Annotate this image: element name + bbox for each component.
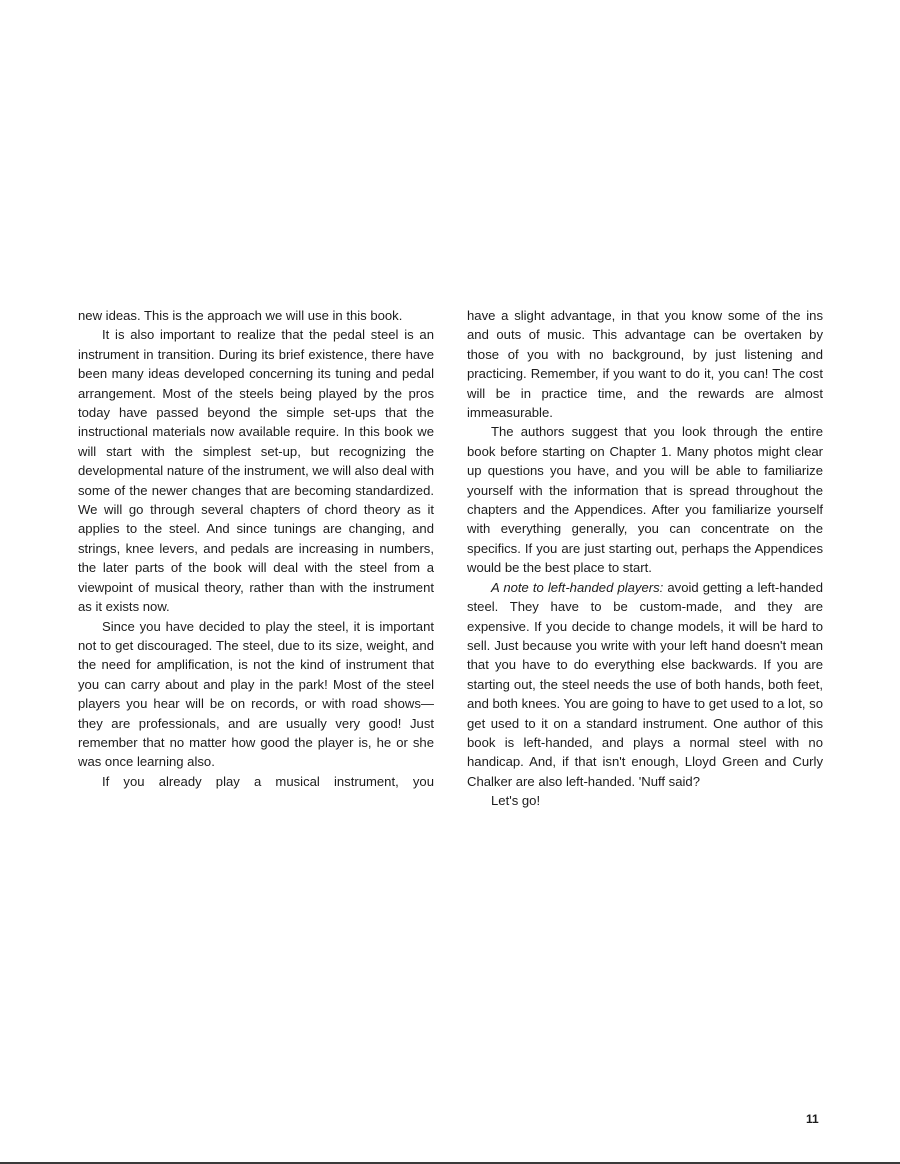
right-text-column [467,306,823,811]
paragraph-lead-in: A note to left-handed players: [491,579,664,595]
left-text-column [78,306,434,791]
paragraph: The authors suggest that you look through the entire book before starting on Chapter 1. Many photos might clear up questions you have, and you will be able to familiarize yourself with the information that is spread throughout the chapters and the Appendices. After you familiarize yourself with everything generally, you can concentrate on the specifics. If you are just starting out, perhaps the Appendices would be the best place to start. [467,424,823,576]
paragraph [467,578,823,791]
paragraph: It is also important to realize that the pedal steel is an instrument in transition. During its brief existence, there have been many ideas developed concerning its tuning and pedal arrangement. Most of the steels being played by the pros today have passed beyond the simple set-ups that the instructional materials now available require. In this book we will start with the simplest set-up, but recognizing the developmental nature of the instrument, we will also deal with some of the newer changes that are becoming standardized. We will go through several chapters of chord theory as it applies to the steel. And since tunings are changing, and strings, knee levers, and pedals are increasing in numbers, the later parts of the book will deal with the steel from a viewpoint of musical theory, rather than with the instrument as it exists now. [78,327,434,615]
paragraph: have a slight advantage, in that you know some of the ins and outs of music. This advantage can be overtaken by those of you with no background, by just listening and practicing. Remember, if you want to do it, you can! The cost will be in practice time, and the rewards are almost immeasurable. [467,308,823,421]
paragraph: new ideas. This is the approach we will use in this book. [78,308,403,323]
paragraph: Let's go! [491,793,541,809]
paragraph-body: avoid getting a left-handed steel. They have to be custom-made, and they are expensive. If you decide to change models, it will be hard to sell. Just because you write with your left hand doesn't mean that you have to do everything else backwards. If you are starting out, the steel needs the use of both hands, both feet, and both knees. You are going to have to get used to a lot, so get used to it on a standard instrument. One author of this book is left-handed, and plays a normal steel with no handicap. And, if that isn't enough, Lloyd Green and Curly Chalker are also left-handed. 'Nuff said? [467,579,823,789]
paragraph: Since you have decided to play the steel, it is important not to get discouraged. The steel, due to its size, weight, and the need for amplification, is not the kind of instrument that you can carry about and play in the park! Most of the steel players you hear will be on records, or with road shows—they are professionals, and are usually very good! Just remember that no matter how good the player is, he or she was once learning also. [78,618,434,770]
page-number: 11 [806,1112,819,1126]
paragraph: If you already play a musical instrument, you [102,773,434,789]
